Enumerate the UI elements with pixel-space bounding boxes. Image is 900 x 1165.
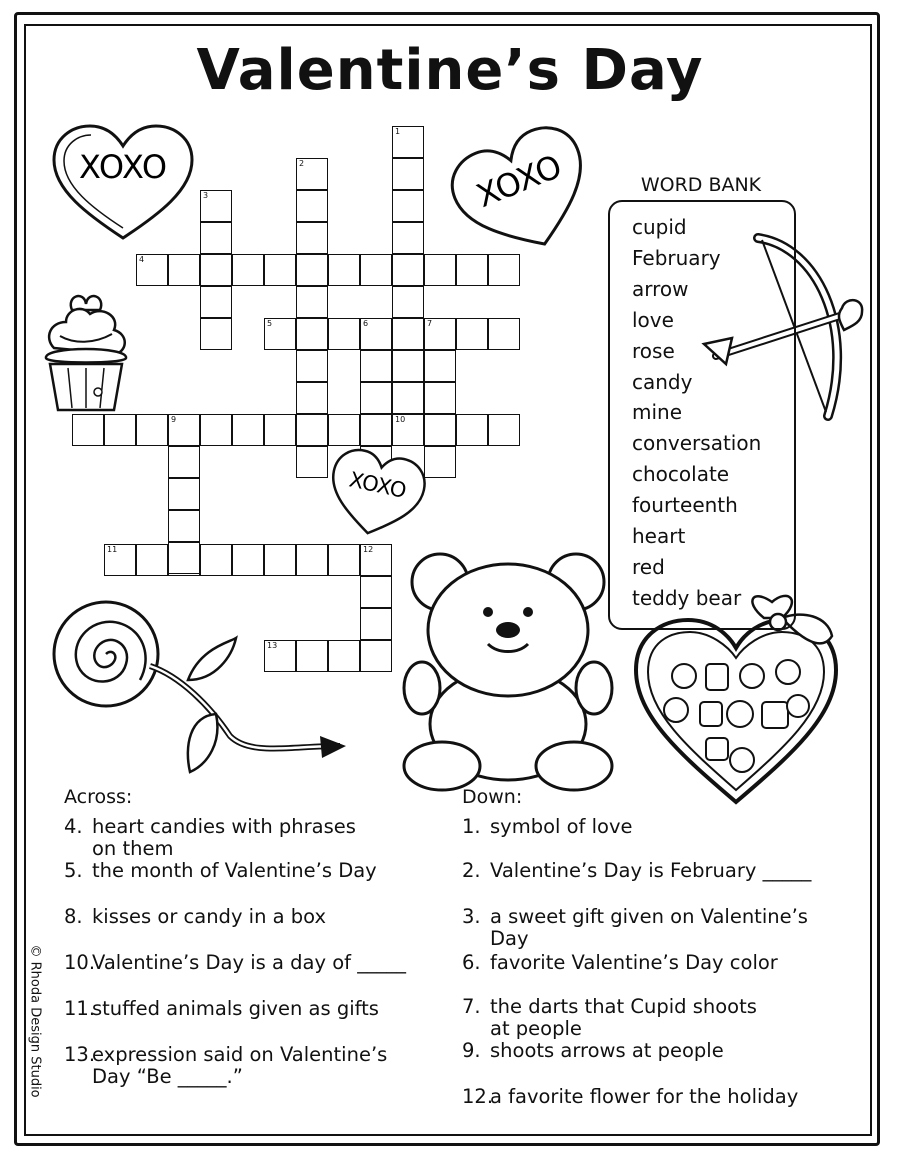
word-bank-item: love: [632, 307, 674, 332]
word-bank-item: candy: [632, 369, 693, 394]
grid-cell[interactable]: [360, 544, 392, 576]
grid-cell[interactable]: [104, 544, 136, 576]
grid-cell[interactable]: [392, 254, 424, 286]
clue-text: shoots arrows at people: [490, 1039, 724, 1062]
clue-text: the month of Valentine’s Day: [92, 859, 377, 882]
clue-text: a favorite flower for the holiday: [490, 1085, 799, 1108]
clue-number: 4: [139, 255, 145, 264]
word-bank-item: fourteenth: [632, 493, 738, 518]
grid-cell[interactable]: [488, 414, 520, 446]
grid-cell[interactable]: [296, 158, 328, 190]
grid-cell[interactable]: [168, 510, 200, 542]
clue-number: 5: [267, 319, 273, 328]
candy-heart-text: XOXO: [471, 146, 568, 216]
candy-heart-text: XOXO: [78, 148, 168, 186]
clue-number: 12: [363, 545, 374, 554]
grid-cell[interactable]: [296, 254, 328, 286]
word-bank-item: red: [632, 554, 665, 579]
clue-text: favorite Valentine’s Day color: [490, 951, 778, 974]
copyright-notice: [20, 944, 44, 1120]
clue-text-continued: at people: [490, 1017, 582, 1040]
candy-heart-icon: [48, 120, 198, 245]
grid-cell[interactable]: [392, 158, 424, 190]
grid-cell[interactable]: [456, 318, 488, 350]
word-bank-item: arrow: [632, 276, 689, 301]
clue-num: 12.: [462, 1085, 494, 1108]
grid-cell[interactable]: [392, 286, 424, 318]
grid-cell[interactable]: [424, 414, 456, 446]
grid-cell[interactable]: [136, 254, 168, 286]
grid-cell[interactable]: [392, 126, 424, 158]
grid-cell[interactable]: [328, 254, 360, 286]
grid-cell[interactable]: [296, 318, 328, 350]
across-heading: Across:: [64, 786, 133, 808]
grid-cell[interactable]: [456, 254, 488, 286]
grid-cell[interactable]: [200, 286, 232, 318]
grid-cell[interactable]: [360, 640, 392, 672]
clue-text: symbol of love: [490, 815, 633, 838]
grid-cell[interactable]: [296, 350, 328, 382]
clue-text: Valentine’s Day is February _____: [490, 859, 812, 882]
grid-cell[interactable]: [328, 414, 360, 446]
grid-cell[interactable]: [264, 544, 296, 576]
grid-cell[interactable]: [392, 382, 424, 414]
grid-cell[interactable]: [296, 414, 328, 446]
grid-cell[interactable]: [424, 350, 456, 382]
rose-icon: [40, 596, 352, 781]
grid-cell[interactable]: [360, 414, 392, 446]
grid-cell[interactable]: [232, 414, 264, 446]
grid-cell[interactable]: [232, 544, 264, 576]
clue-text-continued: on them: [92, 837, 174, 860]
down-heading: Down:: [462, 786, 523, 808]
grid-cell[interactable]: [328, 318, 360, 350]
grid-cell[interactable]: [392, 318, 424, 350]
candy-heart-text: XOXO: [347, 467, 409, 503]
clue-num: 4.: [64, 815, 83, 838]
word-bank-item: conversation: [632, 431, 762, 456]
clue-number: 9: [171, 415, 177, 424]
small-candy-heart-icon: [326, 448, 426, 540]
word-bank-item: chocolate: [632, 462, 730, 487]
grid-cell[interactable]: [360, 382, 392, 414]
word-bank-list: [632, 212, 761, 614]
grid-cell[interactable]: [200, 190, 232, 222]
clue-text-continued: Day: [490, 927, 529, 950]
grid-cell[interactable]: [104, 414, 136, 446]
grid-cell[interactable]: [72, 414, 104, 446]
word-bank-item: rose: [632, 338, 675, 363]
word-bank-item: February: [632, 245, 721, 270]
grid-cell[interactable]: [168, 542, 200, 574]
clue-num: 6.: [462, 951, 481, 974]
clue-num: 13.: [64, 1043, 96, 1066]
clue-number: 13: [267, 641, 278, 650]
grid-cell[interactable]: [168, 478, 200, 510]
page-title: Valentine’s Day: [196, 38, 704, 103]
grid-cell[interactable]: [488, 254, 520, 286]
cupcake-icon: [40, 288, 132, 416]
clue-text: the darts that Cupid shoots: [490, 995, 757, 1018]
clue-text-continued: Day “Be _____.”: [92, 1065, 243, 1088]
grid-cell[interactable]: [168, 446, 200, 478]
grid-cell[interactable]: [200, 318, 232, 350]
clue-text: a sweet gift given on Valentine’s: [490, 905, 808, 928]
clue-num: 11.: [64, 997, 96, 1020]
clue-number: 11: [107, 545, 118, 554]
clue-number: 1: [395, 127, 401, 136]
grid-cell[interactable]: [264, 414, 296, 446]
grid-cell[interactable]: [168, 414, 200, 446]
grid-cell[interactable]: [392, 414, 424, 446]
clue-num: 5.: [64, 859, 83, 882]
clue-num: 3.: [462, 905, 481, 928]
grid-cell[interactable]: [456, 414, 488, 446]
grid-cell[interactable]: [424, 318, 456, 350]
clue-number: 7: [427, 319, 433, 328]
grid-cell[interactable]: [360, 576, 392, 608]
word-bank-item: teddy bear: [632, 585, 742, 610]
grid-cell[interactable]: [360, 350, 392, 382]
clue-text: stuffed animals given as gifts: [92, 997, 379, 1020]
grid-cell[interactable]: [296, 190, 328, 222]
clue-text: expression said on Valentine’s: [92, 1043, 388, 1066]
grid-cell[interactable]: [424, 382, 456, 414]
clue-num: 2.: [462, 859, 481, 882]
candy-heart-tilted-icon: [452, 128, 597, 258]
word-bank-item: cupid: [632, 215, 687, 239]
copyright-text: © Rhoda Design Studio: [27, 944, 43, 1098]
grid-cell[interactable]: [200, 544, 232, 576]
grid-cell[interactable]: [200, 254, 232, 286]
grid-cell[interactable]: [488, 318, 520, 350]
grid-cell[interactable]: [360, 318, 392, 350]
grid-cell[interactable]: [264, 318, 296, 350]
clue-text: kisses or candy in a box: [92, 905, 327, 928]
grid-cell[interactable]: [264, 254, 296, 286]
grid-cell[interactable]: [296, 286, 328, 318]
clue-number: 2: [299, 159, 305, 168]
grid-cell[interactable]: [232, 254, 264, 286]
grid-cell[interactable]: [296, 446, 328, 478]
grid-cell[interactable]: [200, 414, 232, 446]
clue-text: heart candies with phrases: [92, 815, 356, 838]
clue-number: 6: [363, 319, 369, 328]
grid-cell[interactable]: [392, 222, 424, 254]
clue-num: 1.: [462, 815, 481, 838]
grid-cell[interactable]: [424, 446, 456, 478]
clue-num: 9.: [462, 1039, 481, 1062]
grid-cell[interactable]: [392, 350, 424, 382]
grid-cell[interactable]: [424, 254, 456, 286]
grid-cell[interactable]: [296, 544, 328, 576]
word-bank-item: heart: [632, 524, 686, 549]
grid-cell[interactable]: [168, 254, 200, 286]
grid-cell[interactable]: [296, 222, 328, 254]
grid-cell[interactable]: [136, 544, 168, 576]
clue-num: 7.: [462, 995, 481, 1018]
clue-number: 3: [203, 191, 209, 200]
clue-text: Valentine’s Day is a day of _____: [92, 951, 406, 974]
grid-cell[interactable]: [392, 190, 424, 222]
teddy-bear-icon: [400, 548, 616, 792]
clue-num: 10.: [64, 951, 96, 974]
grid-cell[interactable]: [296, 382, 328, 414]
grid-cell[interactable]: [200, 222, 232, 254]
grid-cell[interactable]: [328, 544, 360, 576]
clue-number: 10: [395, 415, 406, 424]
grid-cell[interactable]: [360, 608, 392, 640]
grid-cell[interactable]: [360, 254, 392, 286]
clue-num: 8.: [64, 905, 83, 928]
word-bank-heading: WORD BANK: [640, 174, 762, 196]
word-bank-item: mine: [632, 400, 683, 425]
grid-cell[interactable]: [136, 414, 168, 446]
